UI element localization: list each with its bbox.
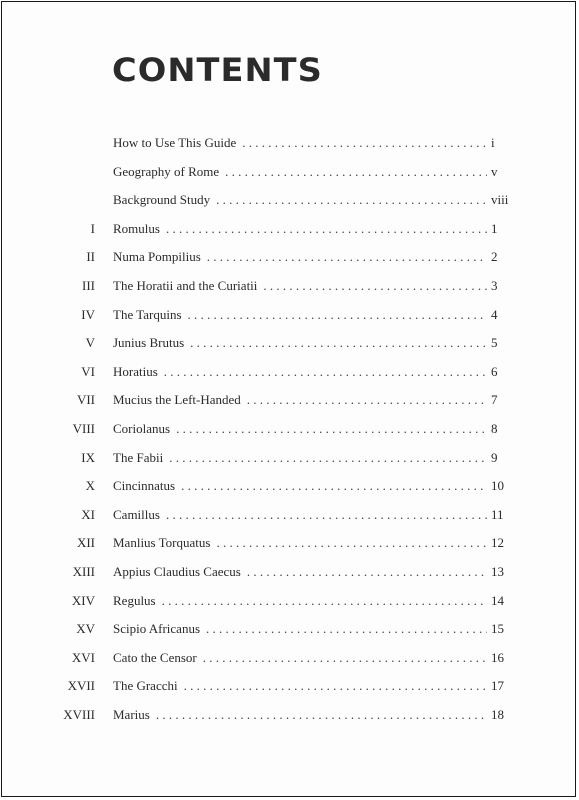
page-number: 2 xyxy=(491,249,498,265)
chapter-title: The Gracchi xyxy=(113,678,178,694)
dot-leader xyxy=(207,247,487,267)
toc-entry-line xyxy=(113,362,487,382)
chapter-title: Cincinnatus xyxy=(113,478,176,494)
chapter-number: X xyxy=(85,478,95,494)
page-number: 18 xyxy=(491,707,504,722)
toc-entry xyxy=(2,305,575,325)
chapter-title: The Horatii and the Curiatii xyxy=(113,278,258,293)
page-number: 3 xyxy=(491,278,498,293)
toc-entry xyxy=(2,505,575,525)
chapter-title: Appius Claudius Caecus xyxy=(113,564,241,579)
toc-entry xyxy=(2,648,575,668)
page-number: 17 xyxy=(491,678,504,694)
toc-entry-line xyxy=(113,276,487,296)
toc-entry xyxy=(2,448,575,468)
toc-entry-line xyxy=(113,419,487,439)
dot-leader xyxy=(216,190,487,210)
dot-leader xyxy=(166,219,487,239)
document-page xyxy=(1,1,576,797)
chapter-title: Geography of Rome xyxy=(113,163,220,179)
toc-entry xyxy=(2,676,575,696)
toc-entry-line xyxy=(113,505,487,525)
toc-entry xyxy=(2,247,575,267)
dot-leader xyxy=(162,591,487,611)
toc-entry xyxy=(2,162,575,182)
chapter-title: Scipio Africanus xyxy=(113,621,201,637)
dot-leader xyxy=(225,162,487,182)
chapter-number: VII xyxy=(76,392,95,408)
dot-leader xyxy=(181,476,487,496)
chapter-title: Junius Brutus xyxy=(113,335,185,351)
toc-entry-line xyxy=(113,476,487,496)
chapter-number: V xyxy=(85,335,95,351)
dot-leader xyxy=(203,648,487,668)
chapter-number: XVIII xyxy=(63,707,95,722)
page-number: 4 xyxy=(491,306,498,322)
dot-leader xyxy=(247,562,487,582)
dot-leader xyxy=(166,505,487,525)
toc-entry xyxy=(2,190,575,210)
toc-entry xyxy=(2,591,575,611)
toc-entry-line xyxy=(113,591,487,611)
toc-entry xyxy=(2,419,575,439)
chapter-title: Cato the Censor xyxy=(113,649,197,665)
page-number: 10 xyxy=(491,478,504,494)
chapter-title: Horatius xyxy=(113,363,158,379)
page-number: 7 xyxy=(491,392,498,408)
chapter-number: IV xyxy=(81,306,95,322)
toc-entry-line xyxy=(113,533,487,553)
page-number: 13 xyxy=(491,564,504,579)
toc-entry xyxy=(2,276,575,296)
toc-entry xyxy=(2,219,575,239)
chapter-number: XV xyxy=(76,621,95,637)
toc-entry xyxy=(2,362,575,382)
toc-entry-line xyxy=(113,619,487,639)
page-number: viii xyxy=(491,192,509,208)
toc-entry xyxy=(2,619,575,639)
page-number: 14 xyxy=(491,592,504,608)
chapter-title: Romulus xyxy=(113,220,160,236)
chapter-number: XII xyxy=(76,535,95,551)
page-number: 5 xyxy=(491,335,498,351)
dot-leader xyxy=(247,390,487,410)
dot-leader xyxy=(263,276,487,296)
chapter-number: VI xyxy=(81,363,95,379)
toc-entry xyxy=(2,705,575,725)
toc-entry-line xyxy=(113,247,487,267)
chapter-number: XVII xyxy=(67,678,95,694)
dot-leader xyxy=(242,133,487,153)
toc-entry xyxy=(2,133,575,153)
toc-entry-line xyxy=(113,448,487,468)
chapter-title: Regulus xyxy=(113,592,156,608)
toc-entry-line xyxy=(113,162,487,182)
chapter-number: IX xyxy=(81,449,95,465)
chapter-number: III xyxy=(82,278,95,293)
chapter-number: VIII xyxy=(72,421,95,436)
chapter-number: XI xyxy=(81,506,95,522)
chapter-title: Background Study xyxy=(113,192,211,208)
dot-leader xyxy=(156,705,487,725)
chapter-title: Camillus xyxy=(113,506,160,522)
page-number: 1 xyxy=(491,220,498,236)
page-number: 15 xyxy=(491,621,504,637)
chapter-title: Marius xyxy=(113,707,150,722)
chapter-title: Mucius the Left-Handed xyxy=(113,392,241,408)
page-number: v xyxy=(491,163,498,179)
toc-entry-line xyxy=(113,648,487,668)
chapter-title: Numa Pompilius xyxy=(113,249,201,265)
page-number: 16 xyxy=(491,649,504,665)
toc-entry xyxy=(2,476,575,496)
chapter-title: Coriolanus xyxy=(113,421,171,436)
toc-entry-line xyxy=(113,705,487,725)
dot-leader xyxy=(184,676,487,696)
chapter-number: XIV xyxy=(71,592,95,608)
chapter-title: How to Use This Guide xyxy=(113,135,237,150)
table-of-contents xyxy=(2,2,575,796)
dot-leader xyxy=(216,533,487,553)
toc-entry-line xyxy=(113,305,487,325)
dot-leader xyxy=(206,619,487,639)
chapter-number: II xyxy=(86,249,95,265)
chapter-title: The Fabii xyxy=(113,449,164,465)
dot-leader xyxy=(176,419,487,439)
page-number: 9 xyxy=(491,449,498,465)
chapter-number: I xyxy=(90,220,95,236)
dot-leader xyxy=(169,448,487,468)
toc-entry xyxy=(2,533,575,553)
toc-entry-line xyxy=(113,219,487,239)
toc-entry-line xyxy=(113,190,487,210)
chapter-title: The Tarquins xyxy=(113,306,182,322)
toc-entry xyxy=(2,562,575,582)
toc-entry-line xyxy=(113,676,487,696)
page-number: 12 xyxy=(491,535,504,551)
toc-entry xyxy=(2,390,575,410)
toc-entry xyxy=(2,333,575,353)
page-number: 6 xyxy=(491,363,498,379)
toc-entry-line xyxy=(113,390,487,410)
page-number: 8 xyxy=(491,421,498,436)
toc-entry-line xyxy=(113,562,487,582)
toc-entry-line xyxy=(113,133,487,153)
chapter-title: Manlius Torquatus xyxy=(113,535,211,551)
page-number: i xyxy=(491,135,495,150)
dot-leader xyxy=(164,362,487,382)
toc-entry-line xyxy=(113,333,487,353)
dot-leader xyxy=(190,333,487,353)
page-number: 11 xyxy=(491,506,504,522)
page-title: CONTENTS xyxy=(112,51,323,89)
chapter-number: XIII xyxy=(72,564,95,579)
dot-leader xyxy=(188,305,487,325)
chapter-number: XVI xyxy=(71,649,95,665)
